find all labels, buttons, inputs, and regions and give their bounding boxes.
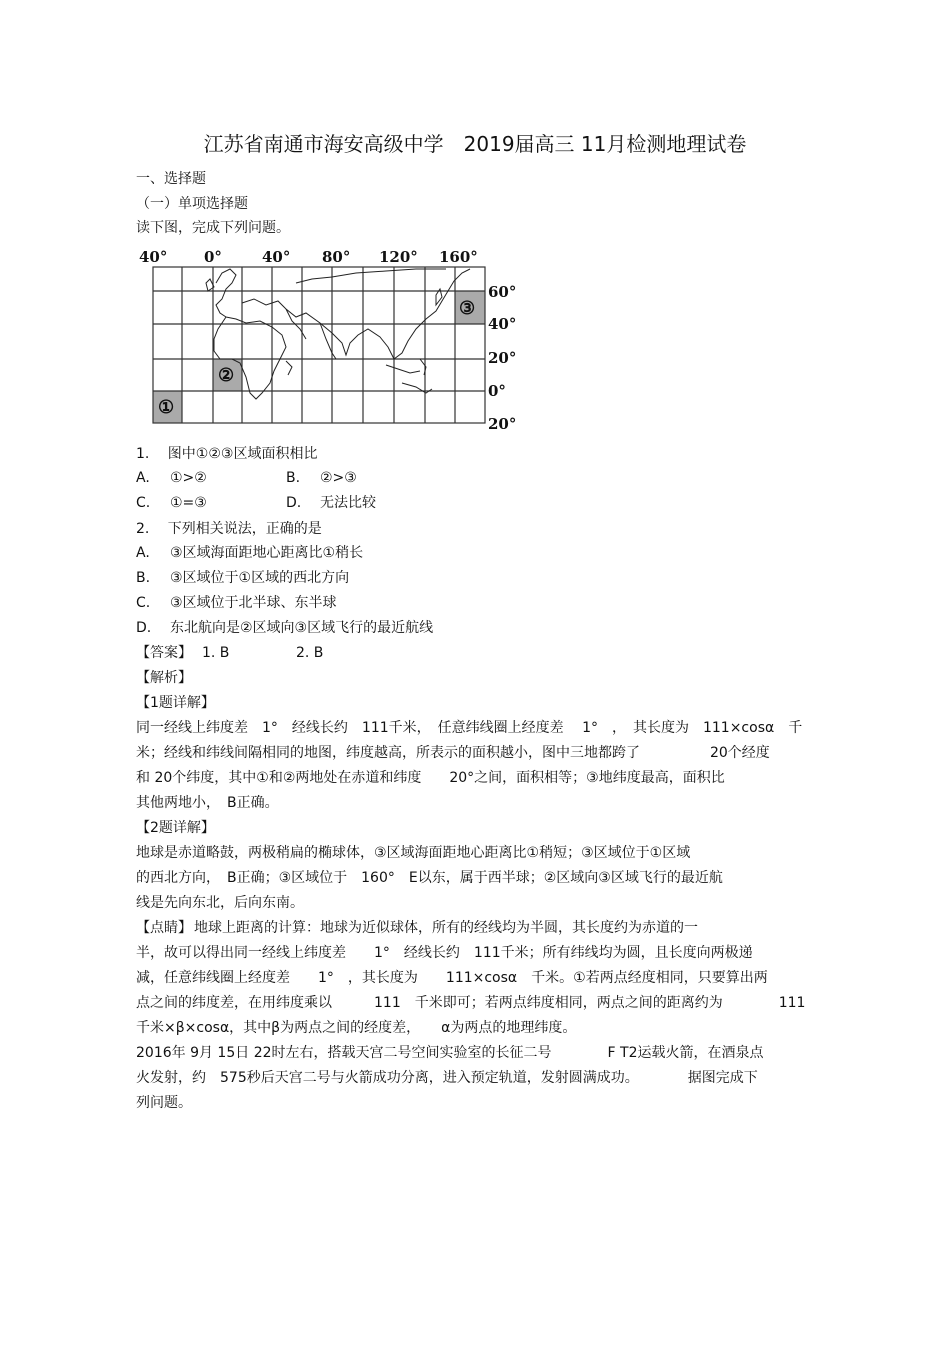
q1-option-b: ②>③: [320, 470, 357, 486]
tip-line: 地球上距离的计算：地球为近似球体，所有的经线均为半圆，其长度约为赤道的一: [194, 920, 698, 936]
q1-detail-line: 和 20个纬度，其中①和②两地处在赤道和纬度 20°之间，面积相等；③地纬度最高，面积比: [136, 770, 725, 786]
passage-line: 火发射，约 575秒后天宫二号与火箭成功分离，进入预定轨道，发射圆满成功。 据图完成下: [136, 1070, 758, 1086]
tip-line: 千米×β×cosα，其中β为两点之间的经度差， α为两点的地理纬度。: [136, 1020, 577, 1036]
q1-option-a: ①>②: [170, 470, 207, 486]
q2-option-a-letter: A.: [136, 545, 150, 561]
q2-option-d-letter: D.: [136, 620, 152, 636]
q1-option-b-letter: B.: [286, 470, 301, 486]
q1-detail-line: 同一经线上纬度差 1° 经线长约 111千米， 任意纬线圈上经度差 1° ， 其长度为 111×cosα 千: [136, 720, 803, 736]
lat-label: 0°: [488, 382, 506, 400]
q1-detail-label: 【1题详解】: [136, 695, 215, 711]
lat-label: 20°: [488, 415, 517, 433]
lon-label: 160°: [439, 248, 478, 266]
analysis-label: 【解析】: [136, 670, 192, 686]
q1-option-c-letter: C.: [136, 495, 151, 511]
tip-line: 减，任意纬线圈上经度差 1° ，其长度为 111×cosα 千米。①若两点经度相同，只要算出两: [136, 970, 768, 986]
section-heading: 一、选择题: [136, 171, 206, 187]
q1-option-d-letter: D.: [286, 495, 302, 511]
passage-line: 2016年 9月 15日 22时左右，搭载天宫二号空间实验室的长征二号 F T2运载火箭，在酒泉点: [136, 1045, 764, 1061]
q1-stem: 1. 图中①②③区域面积相比: [136, 446, 318, 462]
q1-option-a-letter: A.: [136, 470, 150, 486]
passage-line: 列问题。: [136, 1095, 192, 1111]
subsection-heading: （一）单项选择题: [136, 196, 248, 212]
tip-line: 半，故可以得出同一经线上纬度差 1° 经线长约 111千米；所有纬线均为圆，且长度向两极递: [136, 945, 753, 961]
tip-label: 【点睛】: [136, 920, 192, 936]
region-1-marker: ①: [158, 397, 175, 418]
answer-1: 1. B: [202, 645, 230, 661]
q2-detail-label: 【2题详解】: [136, 820, 215, 836]
q2-option-c: ③区域位于北半球、东半球: [170, 595, 337, 611]
page-title: 江苏省南通市海安高级中学 2019届高三 11月检测地理试卷: [203, 132, 747, 156]
tip-line: 点之间的纬度差，在用纬度乘以 111 千米即可；若两点纬度相同，两点之间的距离约为 111: [136, 995, 806, 1011]
intro-text: 读下图，完成下列问题。: [136, 220, 290, 236]
q1-detail-line: 其他两地小， B正确。: [136, 795, 279, 811]
q2-detail-line: 地球是赤道略鼓，两极稍扁的椭球体，③区域海面距地心距离比①稍短；③区域位于①区域: [136, 845, 691, 861]
region-2-marker: ②: [218, 365, 235, 386]
lon-label: 120°: [379, 248, 418, 266]
q2-option-a: ③区域海面距地心距离比①稍长: [170, 545, 364, 561]
map-svg: [136, 243, 520, 439]
q2-option-c-letter: C.: [136, 595, 151, 611]
q2-option-d: 东北航向是②区域向③区域飞行的最近航线: [170, 620, 434, 636]
lat-label: 60°: [488, 283, 517, 301]
lat-label: 20°: [488, 349, 517, 367]
lat-label: 40°: [488, 315, 517, 333]
q1-option-c: ①=③: [170, 495, 207, 511]
q2-detail-line: 的西北方向， B正确；③区域位于 160° E以东，属于西半球；②区域向③区域飞行的最近航: [136, 870, 723, 886]
lon-label: 40°: [262, 248, 291, 266]
lon-label: 80°: [322, 248, 351, 266]
region-3-marker: ③: [459, 298, 476, 319]
lon-label: 40°: [139, 248, 168, 266]
lon-label: 0°: [204, 248, 222, 266]
answer-2: 2. B: [296, 645, 324, 661]
world-map-figure: [136, 243, 520, 439]
q2-option-b-letter: B.: [136, 570, 151, 586]
q2-detail-line: 线是先向东北，后向东南。: [136, 895, 304, 911]
q1-option-d: 无法比较: [320, 495, 376, 511]
q2-option-b: ③区域位于①区域的西北方向: [170, 570, 350, 586]
q1-detail-line: 米；经线和纬线间隔相同的地图，纬度越高，所表示的面积越小，图中三地都跨了 20个经度: [136, 745, 770, 761]
q2-stem: 2. 下列相关说法，正确的是: [136, 521, 322, 537]
answer-label: 【答案】: [136, 645, 192, 661]
